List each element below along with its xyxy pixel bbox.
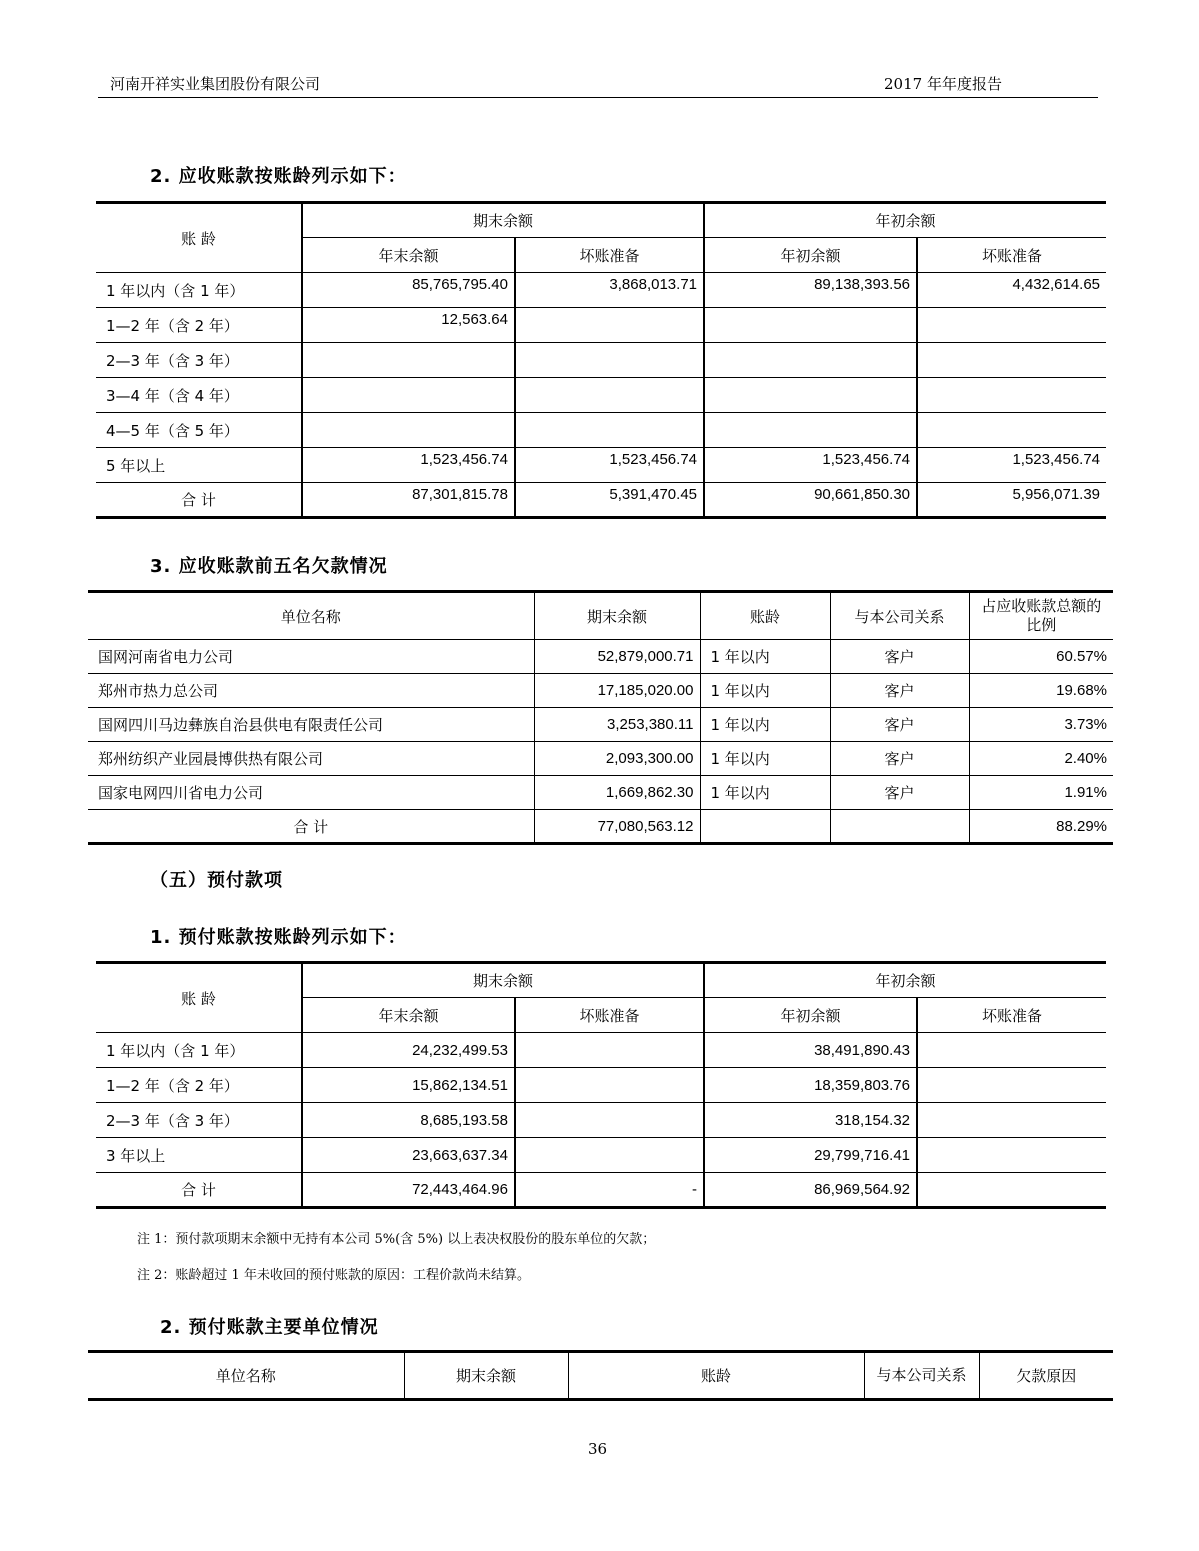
row-label: 5 年以上 (96, 448, 302, 483)
cell-value: 1,523,456.74 (515, 448, 704, 483)
cell-value: 1,523,456.74 (704, 448, 917, 483)
start-balance-group-header: 年初余额 (704, 963, 1106, 998)
aging: 1 年以内 (700, 776, 830, 810)
table-total-row (96, 1173, 1106, 1208)
table-row (96, 1068, 1106, 1103)
empty-cell (830, 810, 969, 844)
cell-value (917, 413, 1106, 448)
start-balance-group-header: 年初余额 (704, 203, 1106, 238)
balance: 1,669,862.30 (534, 776, 700, 810)
ratio: 19.68% (969, 674, 1113, 708)
relation: 客户 (830, 776, 969, 810)
cell-value: - (515, 1173, 704, 1208)
end-balance-group-header: 期末余额 (302, 203, 704, 238)
unit-name: 国网四川马边彝族自治县供电有限责任公司 (88, 708, 534, 742)
cell-value (917, 1138, 1106, 1173)
row-label: 4—5 年（含 5 年） (96, 413, 302, 448)
table-row (88, 674, 1113, 708)
cell-value: 90,661,850.30 (704, 483, 917, 518)
table-row (88, 742, 1113, 776)
cell-value (515, 1103, 704, 1138)
table-row (96, 448, 1106, 483)
ratio: 3.73% (969, 708, 1113, 742)
empty-cell (700, 810, 830, 844)
table-row (96, 1103, 1106, 1138)
cell-value: 89,138,393.56 (704, 273, 917, 308)
cell-value (917, 343, 1106, 378)
ratio: 1.91% (969, 776, 1113, 810)
table-row (96, 308, 1106, 343)
cell-value (704, 378, 917, 413)
relation-header: 与本公司关系 (864, 1352, 979, 1400)
cell-value (515, 308, 704, 343)
section-title-top-five: 3. 应收账款前五名欠款情况 (150, 556, 388, 577)
cell-value (917, 1103, 1106, 1138)
cell-value (302, 343, 515, 378)
table-total-row (88, 810, 1113, 844)
cell-value (515, 378, 704, 413)
cell-value (917, 378, 1106, 413)
unit-name-header: 单位名称 (88, 1352, 404, 1400)
table-row (88, 776, 1113, 810)
aging-header: 账龄 (568, 1352, 864, 1400)
cell-value (704, 413, 917, 448)
table-row (96, 413, 1106, 448)
relation-header: 与本公司关系 (830, 592, 969, 640)
note-2: 注 2：账龄超过 1 年未收回的预付账款的原因：工程价款尚未结算。 (137, 1268, 530, 1283)
relation: 客户 (830, 708, 969, 742)
aging: 1 年以内 (700, 674, 830, 708)
end-balance-header: 年末余额 (302, 998, 515, 1033)
cell-value (917, 1173, 1106, 1208)
prepay-aging-table (96, 961, 1106, 1209)
cell-value: 86,969,564.92 (704, 1173, 917, 1208)
cell-value: 1,523,456.74 (917, 448, 1106, 483)
cell-value: 318,154.32 (704, 1103, 917, 1138)
section-title-prepay-aging: 1. 预付账款按账龄列示如下： (150, 927, 407, 948)
aging: 1 年以内 (700, 640, 830, 674)
cell-value: 85,765,795.40 (302, 273, 515, 308)
aging-header: 账 龄 (96, 203, 302, 273)
report-title: 2017 年年度报告 (884, 75, 1002, 93)
note-1: 注 1：预付款项期末余额中无持有本公司 5%(含 5%) 以上表决权股份的股东单位的欠款； (137, 1232, 656, 1247)
row-label: 1 年以内（含 1 年） (96, 273, 302, 308)
total-label: 合 计 (96, 1173, 302, 1208)
cell-value: 24,232,499.53 (302, 1033, 515, 1068)
section-title-receivable-aging: 2. 应收账款按账龄列示如下： (150, 166, 407, 187)
unit-name: 郑州纺织产业园晨博供热有限公司 (88, 742, 534, 776)
relation: 客户 (830, 742, 969, 776)
cell-value (917, 1033, 1106, 1068)
cell-value: 5,391,470.45 (515, 483, 704, 518)
cell-value (515, 1138, 704, 1173)
table-row (88, 708, 1113, 742)
table-row (96, 343, 1106, 378)
row-label: 1—2 年（含 2 年） (96, 308, 302, 343)
cell-value: 3,868,013.71 (515, 273, 704, 308)
reason-header: 欠款原因 (979, 1352, 1113, 1400)
end-bad-debt-header: 坏账准备 (515, 998, 704, 1033)
cell-value: 4,432,614.65 (917, 273, 1106, 308)
relation: 客户 (830, 640, 969, 674)
section-title-prepayments: （五）预付款项 (150, 870, 283, 891)
balance: 3,253,380.11 (534, 708, 700, 742)
row-label: 2—3 年（含 3 年） (96, 1103, 302, 1138)
unit-name: 郑州市热力总公司 (88, 674, 534, 708)
start-balance-header: 年初余额 (704, 998, 917, 1033)
aging-header: 账龄 (700, 592, 830, 640)
balance: 2,093,300.00 (534, 742, 700, 776)
aging: 1 年以内 (700, 742, 830, 776)
cell-value (704, 343, 917, 378)
total-ratio: 88.29% (969, 810, 1113, 844)
cell-value: 87,301,815.78 (302, 483, 515, 518)
aging: 1 年以内 (700, 708, 830, 742)
receivable-aging-table (96, 201, 1106, 519)
cell-value (917, 1068, 1106, 1103)
start-bad-debt-header: 坏账准备 (917, 998, 1106, 1033)
total-label: 合 计 (88, 810, 534, 844)
row-label: 1 年以内（含 1 年） (96, 1033, 302, 1068)
end-bad-debt-header: 坏账准备 (515, 238, 704, 273)
cell-value: 12,563.64 (302, 308, 515, 343)
cell-value (302, 378, 515, 413)
cell-value: 1,523,456.74 (302, 448, 515, 483)
start-balance-header: 年初余额 (704, 238, 917, 273)
cell-value (515, 413, 704, 448)
section-title-prepay-units: 2. 预付账款主要单位情况 (160, 1317, 379, 1338)
cell-value: 15,862,134.51 (302, 1068, 515, 1103)
company-name: 河南开祥实业集团股份有限公司 (110, 75, 321, 93)
unit-name: 国家电网四川省电力公司 (88, 776, 534, 810)
table-row (96, 1033, 1106, 1068)
cell-value (515, 343, 704, 378)
cell-value: 18,359,803.76 (704, 1068, 917, 1103)
page-number: 36 (588, 1440, 608, 1458)
cell-value: 29,799,716.41 (704, 1138, 917, 1173)
total-balance: 77,080,563.12 (534, 810, 700, 844)
cell-value: 8,685,193.58 (302, 1103, 515, 1138)
end-balance-header: 年末余额 (302, 238, 515, 273)
end-balance-group-header: 期末余额 (302, 963, 704, 998)
row-label: 3 年以上 (96, 1138, 302, 1173)
top-five-debtors-table (88, 590, 1113, 845)
balance-header: 期末余额 (404, 1352, 568, 1400)
cell-value (917, 308, 1106, 343)
row-label: 1—2 年（含 2 年） (96, 1068, 302, 1103)
balance: 17,185,020.00 (534, 674, 700, 708)
table-row (96, 273, 1106, 308)
cell-value: 72,443,464.96 (302, 1173, 515, 1208)
prepay-units-table (88, 1350, 1113, 1401)
cell-value: 23,663,637.34 (302, 1138, 515, 1173)
balance: 52,879,000.71 (534, 640, 700, 674)
cell-value (515, 1033, 704, 1068)
unit-name: 国网河南省电力公司 (88, 640, 534, 674)
relation: 客户 (830, 674, 969, 708)
unit-name-header: 单位名称 (88, 592, 534, 640)
cell-value: 5,956,071.39 (917, 483, 1106, 518)
cell-value (704, 308, 917, 343)
cell-value (515, 1068, 704, 1103)
row-label: 3—4 年（含 4 年） (96, 378, 302, 413)
balance-header: 期末余额 (534, 592, 700, 640)
row-label: 2—3 年（含 3 年） (96, 343, 302, 378)
ratio: 60.57% (969, 640, 1113, 674)
total-label: 合 计 (96, 483, 302, 518)
table-row (88, 640, 1113, 674)
table-total-row (96, 483, 1106, 518)
ratio: 2.40% (969, 742, 1113, 776)
ratio-header: 占应收账款总额的比例 (969, 592, 1113, 640)
header-rule (98, 97, 1098, 98)
table-row (96, 1138, 1106, 1173)
table-row (96, 378, 1106, 413)
start-bad-debt-header: 坏账准备 (917, 238, 1106, 273)
aging-header: 账 龄 (96, 963, 302, 1033)
cell-value (302, 413, 515, 448)
cell-value: 38,491,890.43 (704, 1033, 917, 1068)
